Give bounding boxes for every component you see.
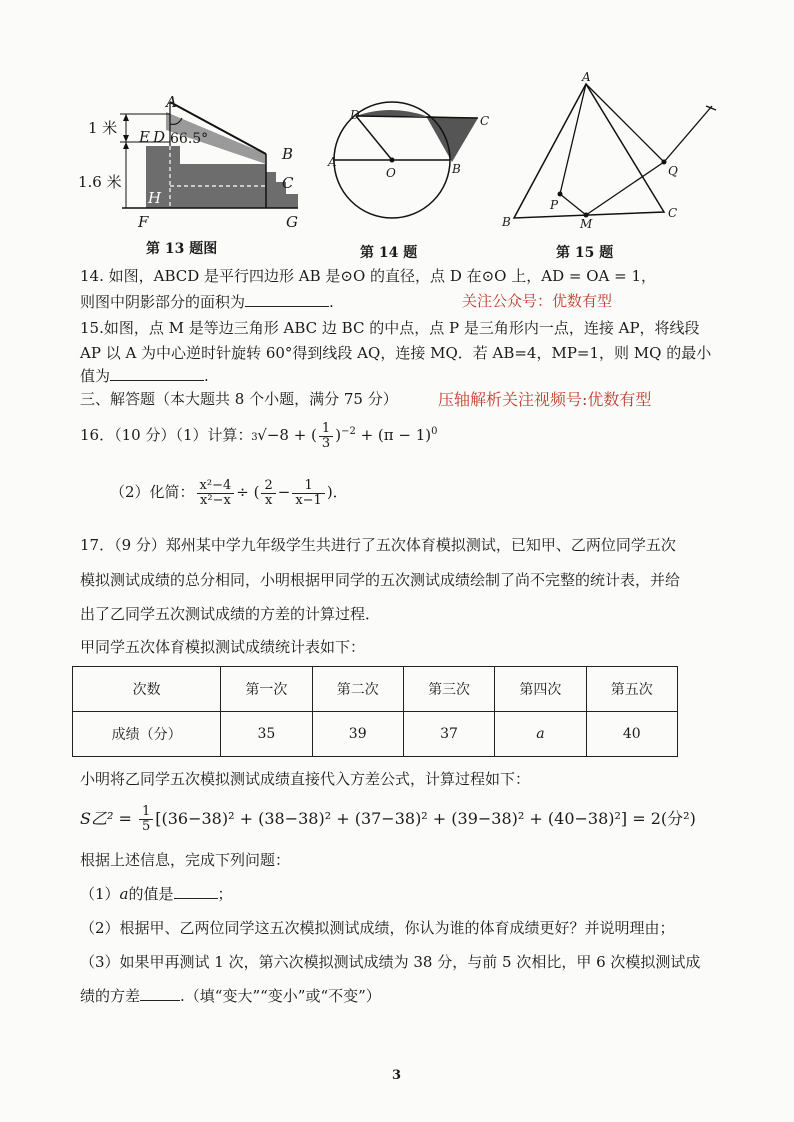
q17-sub3-line2 bbox=[80, 986, 381, 1006]
formula-frac-den: 5 bbox=[141, 819, 151, 834]
table-cell: 第五次 bbox=[586, 667, 677, 712]
watermark-video-account: 压轴解析关注视频号:优数有型 bbox=[438, 390, 652, 409]
q16-f1-num: x²−4 bbox=[197, 479, 235, 494]
q14-line2 bbox=[80, 292, 334, 312]
q16-f2-den: x bbox=[264, 492, 273, 508]
q17-sub2: （2）根据甲、乙两位同学这五次模拟测试成绩，你认为谁的体育成绩更好？并说明理由； bbox=[80, 919, 675, 937]
fig13-point-c: C bbox=[282, 174, 294, 192]
q15-text: 值为 bbox=[80, 367, 111, 385]
fig13-point-f: F bbox=[138, 213, 149, 231]
formula-body: [(36−38)² + (38−38)² + (37−38)² + (39−38)² + (40−38)²] = 2(分²) bbox=[155, 809, 696, 828]
q16-part2 bbox=[110, 472, 348, 516]
table-cell: 39 bbox=[312, 712, 403, 757]
q16-f2 bbox=[261, 479, 275, 508]
fig13-point-d: D bbox=[153, 128, 166, 146]
formula-frac bbox=[139, 805, 153, 834]
formula-lhs: S乙² = bbox=[80, 809, 137, 828]
q16-f3-num: 1 bbox=[292, 479, 325, 494]
table-cell: 成绩（分） bbox=[73, 712, 221, 757]
q17-sub1 bbox=[80, 884, 233, 904]
q17-intro: 小明将乙同学五次模拟测试成绩直接代入方差公式，计算过程如下： bbox=[80, 770, 531, 788]
fig13-label-16m: 1.6 米 bbox=[78, 173, 122, 191]
q14-end: . bbox=[329, 293, 334, 311]
q16-p2-label: （2）化简： bbox=[110, 483, 195, 501]
fig14-point-b: B bbox=[452, 162, 461, 176]
fig13-point-h: H bbox=[148, 189, 162, 207]
fig13-point-b: B bbox=[282, 145, 294, 163]
q16-expr-c: + (π − 1) bbox=[355, 426, 432, 444]
q16-end: )． bbox=[326, 483, 348, 501]
table-cell: 第四次 bbox=[495, 667, 586, 712]
fig13-label-angle: 66.5° bbox=[170, 131, 209, 147]
q15-line2: AP 以 A 为中心逆时针旋转 60°得到线段 AQ，连接 MQ．若 AB=4，MP=1，则 MQ 的最小 bbox=[80, 344, 712, 362]
formula-frac-num: 1 bbox=[139, 805, 153, 820]
sub1-answer-blank[interactable] bbox=[174, 884, 218, 899]
fig15-dot-p bbox=[558, 192, 563, 197]
sub1-prefix: （1） bbox=[80, 885, 120, 903]
fig13-caption: 第 13 题图 bbox=[146, 241, 218, 257]
sub3-answer-blank[interactable] bbox=[140, 986, 180, 1001]
sub1-end: ； bbox=[217, 885, 233, 903]
q16-f1 bbox=[197, 479, 235, 508]
fig13-label-1m: 1 米 bbox=[88, 119, 118, 137]
fig14-line-dc bbox=[356, 116, 478, 118]
q16-part1 bbox=[80, 414, 438, 454]
fig15-line-aq bbox=[586, 84, 664, 162]
q16-f3-den: x−1 bbox=[295, 492, 322, 508]
sub3-end: .（填“变大”“变小”或“不变”） bbox=[180, 987, 381, 1005]
table-row bbox=[73, 712, 678, 757]
fig15-point-m: M bbox=[580, 217, 593, 231]
table-cell: 40 bbox=[586, 712, 677, 757]
table-cell: 35 bbox=[221, 712, 312, 757]
q17-line1: 17．（9 分）郑州某中学九年级学生共进行了五次体育模拟测试，已知甲、乙两位同学五次 bbox=[80, 536, 676, 554]
sub3-text: 绩的方差 bbox=[80, 987, 141, 1005]
q16-frac-num: 1 bbox=[319, 422, 333, 437]
fig14-shaded-triangle bbox=[426, 116, 478, 162]
q16-expr-a: −8 + ( bbox=[266, 426, 317, 444]
q16-minus: − bbox=[277, 483, 291, 501]
score-table bbox=[72, 666, 678, 757]
fig15-point-c: C bbox=[668, 206, 678, 220]
watermark-official-account: 关注公众号：优数有型 bbox=[462, 292, 613, 310]
fig13-arrow-top bbox=[123, 114, 129, 121]
fig13-shaded-region bbox=[146, 146, 298, 208]
q16-expr-b: ) bbox=[335, 426, 342, 444]
fig13-arrow-mid bbox=[123, 135, 129, 142]
table-header-row bbox=[73, 667, 678, 712]
table-cell: 次数 bbox=[73, 667, 221, 712]
q15-line3 bbox=[80, 366, 209, 386]
fig13-arrow-mid2 bbox=[123, 142, 129, 149]
fig13-point-g: G bbox=[286, 213, 298, 231]
cube-root: 3 √ bbox=[251, 426, 267, 444]
fig14-point-a: A bbox=[328, 155, 337, 169]
table-cell: 第一次 bbox=[221, 667, 312, 712]
q14-line1: 14. 如图，ABCD 是平行四边形 AB 是⊙O 的直径，点 D 在⊙O 上，AD = OA = 1， bbox=[80, 267, 656, 285]
fig15-triangle-abc bbox=[514, 84, 664, 218]
q16-exp1: −2 bbox=[341, 426, 356, 437]
figure-14 bbox=[320, 100, 490, 240]
q16-f2-num: 2 bbox=[261, 479, 275, 494]
fig15-caption: 第 15 题 bbox=[556, 245, 614, 261]
fig15-dot-q bbox=[662, 160, 667, 165]
table-cell: 37 bbox=[403, 712, 494, 757]
sub1-text: 的值是 bbox=[128, 885, 174, 903]
table-cell: 第二次 bbox=[312, 667, 403, 712]
fig15-line-ap bbox=[560, 84, 586, 194]
fig15-line-mq bbox=[586, 162, 664, 215]
table-cell: a bbox=[495, 712, 586, 757]
q17-sub3-line1: （3）如果甲再测试 1 次，第六次模拟测试成绩为 38 分，与前 5 次相比，甲 6 次模拟测试成 bbox=[80, 953, 701, 971]
q15-end: . bbox=[204, 367, 209, 385]
q16-label: 16．（10 分）（1）计算： bbox=[80, 426, 253, 444]
table-cell: 第三次 bbox=[403, 667, 494, 712]
q17-prompt: 根据上述信息，完成下列问题： bbox=[80, 851, 291, 869]
q16-div: ÷ ( bbox=[236, 483, 260, 501]
q14-text: 则图中阴影部分的面积为 bbox=[80, 293, 246, 311]
fig15-point-p: P bbox=[550, 198, 559, 212]
q17-line2: 模拟测试成绩的总分相同，小明根据甲同学的五次测试成绩绘制了尚不完整的统计表，并给 bbox=[80, 571, 681, 589]
fig14-point-c: C bbox=[480, 114, 490, 128]
fig14-point-o: O bbox=[386, 166, 396, 180]
fig15-line-pm bbox=[560, 194, 586, 215]
figure-15 bbox=[500, 70, 730, 240]
q16-frac bbox=[319, 422, 333, 451]
fig13-point-a: A bbox=[166, 93, 177, 111]
q15-answer-blank[interactable] bbox=[110, 366, 204, 381]
fig15-point-a: A bbox=[582, 70, 591, 84]
q17-formula bbox=[80, 800, 696, 840]
fig13-point-e: E bbox=[139, 128, 150, 146]
page-number: 3 bbox=[392, 1068, 402, 1083]
figure-13 bbox=[70, 90, 310, 230]
q16-exp2: 0 bbox=[431, 426, 438, 437]
q17-table-title: 甲同学五次体育模拟测试成绩统计表如下： bbox=[80, 638, 366, 656]
q16-f3 bbox=[292, 479, 325, 508]
sub1-var: a bbox=[119, 885, 129, 903]
fig15-ext-line bbox=[664, 106, 712, 162]
fig15-point-q: Q bbox=[668, 164, 678, 178]
fig14-caption: 第 14 题 bbox=[360, 245, 418, 261]
fig14-center-dot bbox=[390, 158, 395, 163]
q15-line1: 15.如图，点 M 是等边三角形 ABC 边 BC 的中点，点 P 是三角形内一点，连接 AP，将线段 bbox=[80, 319, 700, 337]
q16-f1-den: x²−x bbox=[200, 492, 231, 508]
fig14-shaded-cap bbox=[356, 110, 426, 116]
q16-frac-den: 3 bbox=[321, 435, 331, 451]
q14-answer-blank[interactable] bbox=[245, 292, 329, 307]
fig14-line-do bbox=[356, 116, 392, 160]
q17-line3: 出了乙同学五次测试成绩的方差的计算过程． bbox=[80, 605, 381, 623]
fig14-point-d: D bbox=[350, 108, 360, 122]
fig15-point-b: B bbox=[502, 215, 511, 229]
section-3-heading: 三、解答题（本大题共 8 个小题，满分 75 分） bbox=[80, 390, 398, 408]
